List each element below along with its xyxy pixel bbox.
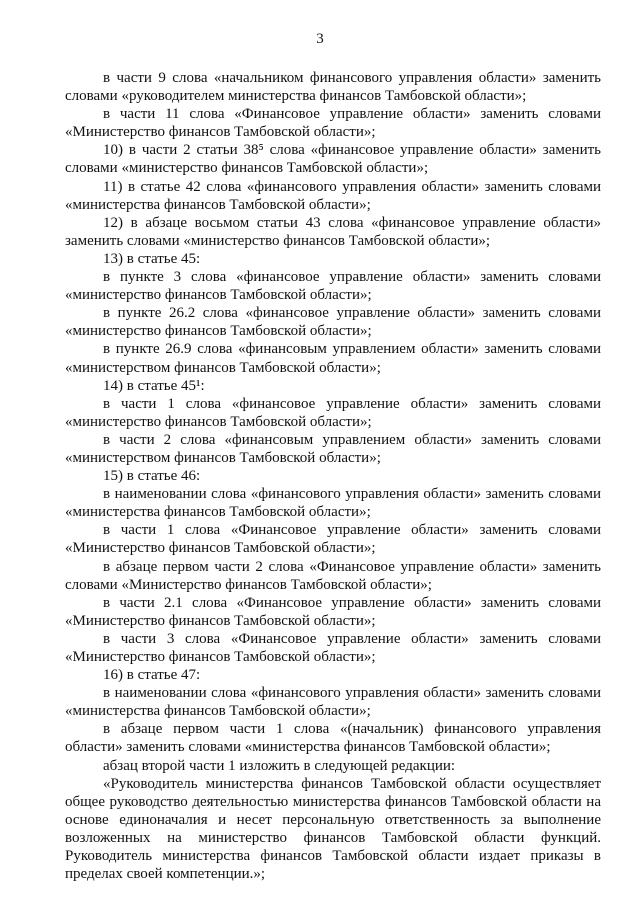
paragraph: в части 2 слова «финансовым управлением области» заменить словами «министерством финансов Тамбовской области»; [65, 431, 601, 466]
paragraph: 16) в статье 47: [103, 667, 201, 684]
paragraph: в пункте 26.9 слова «финансовым управлением области» заменить словами «министерством финансов Тамбовской области»; [65, 341, 601, 376]
paragraph: 13) в статье 45: [103, 250, 201, 267]
paragraph: в пункте 3 слова «финансовое управление области» заменить словами «министерство финансов Тамбовской области»; [65, 269, 601, 304]
paragraph: абзац второй части 1 изложить в следующей редакции: [103, 757, 456, 774]
paragraph: в наименовании слова «финансового управления области» заменить словами «министерства финансов Тамбовской области»; [65, 685, 601, 720]
paragraph: 11) в статье 42 слова «финансового управления области» заменить словами «министерства финансов Тамбовской области»; [65, 178, 601, 213]
paragraph: в части 1 слова «Финансовое управление области» заменить словами «Министерство финансов Тамбовской области»; [65, 522, 601, 557]
paragraph: в части 1 слова «финансовое управление области» заменить словами «министерство финансов Тамбовской области»; [65, 395, 601, 430]
paragraph: в части 11 слова «Финансовое управление области» заменить словами «Министерство финансов Тамбовской области»; [65, 106, 601, 141]
paragraph: в абзаце первом части 1 слова «(начальник) финансового управления области» заменить словами «министерства финансов Тамбовской области»; [65, 721, 601, 756]
paragraph: 14) в статье 45¹: [103, 377, 205, 394]
paragraph: 15) в статье 46: [103, 468, 201, 485]
paragraph: 10) в части 2 статьи 38⁵ слова «финансовое управление области» заменить словами «министерство финансов Тамбовской области»; [65, 142, 601, 177]
paragraph: в пункте 26.2 слова «финансовое управление области» заменить словами «министерство финансов Тамбовской области»; [65, 305, 601, 340]
page-number: 3 [316, 31, 324, 47]
paragraph: в части 2.1 слова «Финансовое управление области» заменить словами «Министерство финансов Тамбовской области»; [65, 594, 601, 629]
paragraph: в наименовании слова «финансового управления области» заменить словами «министерства финансов Тамбовской области»; [65, 486, 601, 521]
paragraph: в части 3 слова «Финансовое управление области» заменить словами «Министерство финансов Тамбовской области»; [65, 630, 601, 665]
document-body [65, 69, 601, 883]
paragraph: в абзаце первом части 2 слова «Финансовое управление области» заменить словами «Министерство финансов Тамбовской области»; [65, 558, 601, 593]
paragraph: 12) в абзаце восьмом статьи 43 слова «финансовое управление области» заменить словами «министерство финансов Тамбовской области»; [65, 214, 601, 249]
paragraph: в части 9 слова «начальником финансового управления области» заменить словами «руководителем министерства финансов Тамбовской области»; [65, 70, 601, 105]
quoted-paragraph: «Руководитель министерства финансов Тамбовской области осуществляет общее руководство деятельностью министерства финансов Тамбовской области на основе единоначалия и несет персональную ответственность за выполнение возложенных на министерство финансов Тамбовской области функций. Руководитель министерства финансов Тамбовской области издает приказы в пределах своей компетенции.»; [65, 775, 601, 883]
